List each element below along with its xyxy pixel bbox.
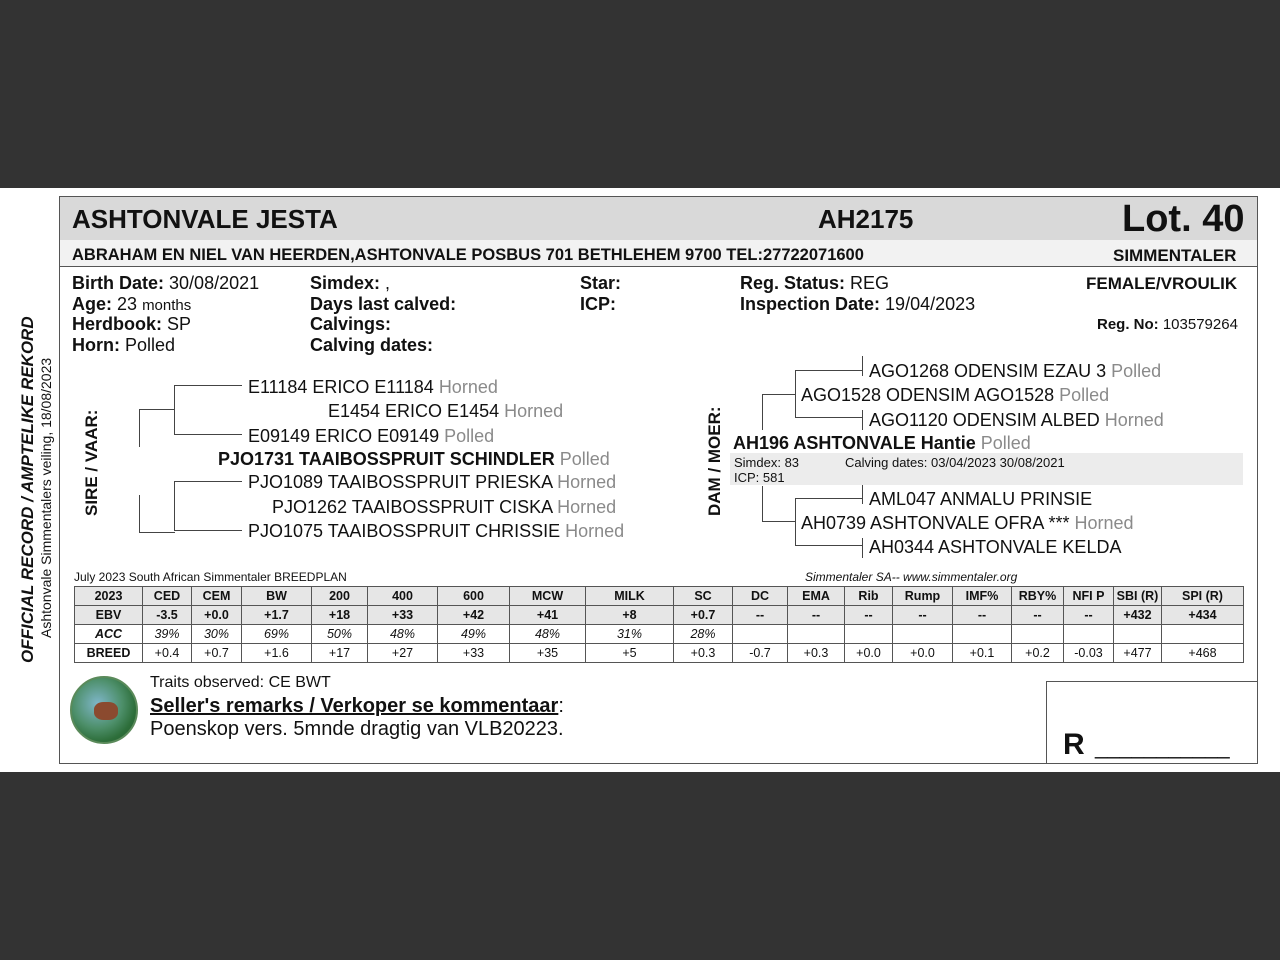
pedigree-line <box>862 484 863 504</box>
reg-status: Reg. Status: REG <box>740 273 890 293</box>
breedplan-cell: +17 <box>312 644 368 663</box>
breedplan-header-row <box>75 587 1244 606</box>
breedplan-cell: -- <box>1064 606 1114 625</box>
breedplan-cell: 48% <box>368 625 438 644</box>
breedplan-header-cell: DC <box>733 587 788 606</box>
sex: FEMALE/VROULIK <box>1086 274 1238 293</box>
breedplan-cell: 69% <box>242 625 312 644</box>
dam-sire-dam: AGO1120 ODENSIM ALBED Horned <box>869 410 1164 430</box>
breedplan-cell <box>893 625 953 644</box>
remarks-heading: Seller's remarks / Verkoper se kommentaar: <box>150 695 564 717</box>
age: Age: 23 months <box>72 294 192 314</box>
calvings: Calvings: <box>310 314 392 334</box>
inspection-date: Inspection Date: 19/04/2023 <box>740 294 976 314</box>
dam-calving-dates: Calving dates: 03/04/2023 30/08/2021 <box>845 455 1065 470</box>
breedplan-header-cell: CED <box>143 587 192 606</box>
pedigree-line <box>762 521 796 522</box>
herdbook: Herdbook: SP <box>72 314 192 334</box>
seller-remarks: Poenskop vers. 5mnde dragtig van VLB20223. <box>150 718 564 740</box>
breedplan-table <box>74 586 1244 663</box>
breedplan-header-cell: MCW <box>510 587 586 606</box>
breedplan-header-cell: 600 <box>438 587 510 606</box>
breedplan-cell: +33 <box>438 644 510 663</box>
breedplan-cell: +35 <box>510 644 586 663</box>
breedplan-header-cell: 200 <box>312 587 368 606</box>
animal-name: ASHTONVALE JESTA <box>72 204 338 234</box>
breedplan-site: Simmentaler SA-- www.simmentaler.org <box>805 570 1018 584</box>
breedplan-cell: +468 <box>1162 644 1244 663</box>
auction-record-card <box>0 188 1280 772</box>
breedplan-header-cell: MILK <box>586 587 674 606</box>
dam-sire: AGO1528 ODENSIM AGO1528 Polled <box>801 385 1110 405</box>
pedigree-line <box>795 370 863 371</box>
breedplan-title: July 2023 South African Simmentaler BREEDPLAN <box>74 570 347 584</box>
traits-observed: Traits observed: CE BWT <box>150 674 331 691</box>
breedplan-cell: 30% <box>192 625 242 644</box>
dam-dam-dam: AH0344 ASHTONVALE KELDA <box>869 537 1122 557</box>
breedplan-cell: -0.7 <box>733 644 788 663</box>
owner-address: ABRAHAM EN NIEL VAN HEERDEN,ASHTONVALE POSBUS 701 BETHLEHEM 9700 TEL:27722071600 <box>72 246 864 264</box>
breedplan-cell: -- <box>1012 606 1064 625</box>
breedplan-cell: +0.4 <box>143 644 192 663</box>
breedplan-cell: 31% <box>586 625 674 644</box>
breedplan-cell <box>1012 625 1064 644</box>
breedplan-cell: 39% <box>143 625 192 644</box>
pedigree-line <box>862 410 863 430</box>
breedplan-cell <box>1114 625 1162 644</box>
breedplan-cell: +0.7 <box>674 606 733 625</box>
breedplan-cell: +0.2 <box>1012 644 1064 663</box>
pedigree-line <box>174 385 242 386</box>
birth-date: Birth Date: 30/08/2021 <box>72 273 260 293</box>
pedigree-line <box>174 481 175 531</box>
pedigree-line <box>139 409 175 410</box>
pedigree-line <box>174 385 175 435</box>
breedplan-cell: BREED <box>75 644 143 663</box>
sire-dam-dam: PJO1075 TAAIBOSSPRUIT CHRISSIE Horned <box>248 521 625 541</box>
breedplan-cell <box>1064 625 1114 644</box>
pedigree-line <box>762 486 763 522</box>
pedigree-line <box>795 498 863 499</box>
lot-number: Lot. 40 <box>1122 198 1245 240</box>
sire-sire: E11184 ERICO E11184 Horned <box>248 377 498 397</box>
dam-sire-sire: AGO1268 ODENSIM EZAU 3 Polled <box>869 361 1162 381</box>
breedplan-header-cell: SPI (R) <box>1162 587 1244 606</box>
breedplan-row <box>75 644 1244 663</box>
breedplan-cell: +8 <box>586 606 674 625</box>
breedplan-cell: +0.0 <box>893 644 953 663</box>
calving-dates: Calving dates: <box>310 335 434 355</box>
breedplan-header-cell: 2023 <box>75 587 143 606</box>
breedplan-header-cell: EMA <box>788 587 845 606</box>
breedplan-cell: +41 <box>510 606 586 625</box>
breedplan-cell <box>733 625 788 644</box>
price-label: R <box>1063 728 1085 761</box>
pedigree-line <box>139 495 140 533</box>
reg-no: Reg. No: 103579264 <box>1097 316 1238 333</box>
dam-dam: AH0739 ASHTONVALE OFRA *** Horned <box>801 513 1134 533</box>
breedplan-cell: +27 <box>368 644 438 663</box>
dam-dam-sire: AML047 ANMALU PRINSIE <box>869 489 1093 509</box>
pedigree-line <box>862 538 863 558</box>
breedplan-cell: +0.0 <box>192 606 242 625</box>
icp: ICP: <box>580 294 616 314</box>
pedigree-line <box>862 356 863 376</box>
breedplan-header-cell: 400 <box>368 587 438 606</box>
pedigree-line <box>762 394 796 395</box>
breedplan-cell <box>1162 625 1244 644</box>
breedplan-cell: +1.7 <box>242 606 312 625</box>
breedplan-cell: -- <box>953 606 1012 625</box>
breedplan-cell: -- <box>845 606 893 625</box>
pedigree-line <box>174 434 242 435</box>
sire-label: SIRE / VAAR: <box>82 409 101 516</box>
breedplan-cell: 48% <box>510 625 586 644</box>
breedplan-header-cell: SC <box>674 587 733 606</box>
dam-label: DAM / MOER: <box>705 406 724 516</box>
simdex: Simdex: , <box>310 273 391 293</box>
breedplan-cell: +0.7 <box>192 644 242 663</box>
breedplan-cell: +18 <box>312 606 368 625</box>
breedplan-cell: +0.3 <box>674 644 733 663</box>
simmentaler-sa-logo-icon <box>70 676 138 744</box>
breedplan-header-cell: BW <box>242 587 312 606</box>
breedplan-header-cell: IMF% <box>953 587 1012 606</box>
pedigree-line <box>174 481 242 482</box>
breedplan-header-cell: SBI (R) <box>1114 587 1162 606</box>
breedplan-cell: +477 <box>1114 644 1162 663</box>
days-last-calved: Days last calved: <box>310 294 457 314</box>
pedigree-line <box>795 545 863 546</box>
sire: PJO1731 TAAIBOSSPRUIT SCHINDLER Polled <box>218 449 610 469</box>
breedplan-row <box>75 625 1244 644</box>
breedplan-header-cell: NFI P <box>1064 587 1114 606</box>
breedplan-cell: ACC <box>75 625 143 644</box>
sale-label: Ashtonvale Simmentalers veiling, 18/08/2023 <box>38 357 54 638</box>
sire-dam-sire: PJO1262 TAAIBOSSPRUIT CISKA Horned <box>272 497 617 517</box>
pedigree-line <box>139 532 175 533</box>
breedplan-header-cell: Rump <box>893 587 953 606</box>
sire-sire-sire: E1454 ERICO E1454 Horned <box>328 401 564 421</box>
breedplan-cell: 50% <box>312 625 368 644</box>
sire-dam: PJO1089 TAAIBOSSPRUIT PRIESKA Horned <box>248 472 617 492</box>
pedigree-line <box>762 394 763 430</box>
breedplan-cell: 49% <box>438 625 510 644</box>
breedplan-cell: -- <box>733 606 788 625</box>
breedplan-cell: EBV <box>75 606 143 625</box>
breedplan-cell: +42 <box>438 606 510 625</box>
breedplan-cell: -0.03 <box>1064 644 1114 663</box>
breedplan-row <box>75 606 1244 625</box>
horn: Horn: Polled <box>72 335 176 355</box>
breedplan-cell: -3.5 <box>143 606 192 625</box>
breedplan-cell: +1.6 <box>242 644 312 663</box>
pedigree-line <box>139 409 140 447</box>
breedplan-header-cell: RBY% <box>1012 587 1064 606</box>
breedplan-cell: +0.0 <box>845 644 893 663</box>
breedplan-cell: +33 <box>368 606 438 625</box>
breedplan-cell: +5 <box>586 644 674 663</box>
sire-sire-dam: E09149 ERICO E09149 Polled <box>248 426 495 446</box>
breedplan-cell: +432 <box>1114 606 1162 625</box>
breedplan-cell: +434 <box>1162 606 1244 625</box>
breedplan-cell <box>788 625 845 644</box>
breedplan-cell: 28% <box>674 625 733 644</box>
breedplan-cell: -- <box>893 606 953 625</box>
dam-icp: ICP: 581 <box>734 470 785 485</box>
pedigree-line <box>795 417 863 418</box>
breedplan-cell: +0.3 <box>788 644 845 663</box>
dam: AH196 ASHTONVALE Hantie Polled <box>733 433 1031 453</box>
breedplan-header-cell: CEM <box>192 587 242 606</box>
breed-label: SIMMENTALER <box>1113 246 1237 265</box>
breedplan-cell <box>845 625 893 644</box>
breedplan-header-cell: Rib <box>845 587 893 606</box>
breedplan-cell: +0.1 <box>953 644 1012 663</box>
breedplan-cell <box>953 625 1012 644</box>
animal-id: AH2175 <box>818 204 914 234</box>
breedplan-cell: -- <box>788 606 845 625</box>
official-record-label: OFFICIAL RECORD / AMPTELIKE REKORD <box>18 316 37 663</box>
dam-simdex: Simdex: 83 <box>734 455 800 470</box>
pedigree-line <box>795 498 796 546</box>
star: Star: <box>580 273 622 293</box>
pedigree-line <box>174 530 242 531</box>
price-line[interactable]: ___________ <box>1095 734 1230 759</box>
